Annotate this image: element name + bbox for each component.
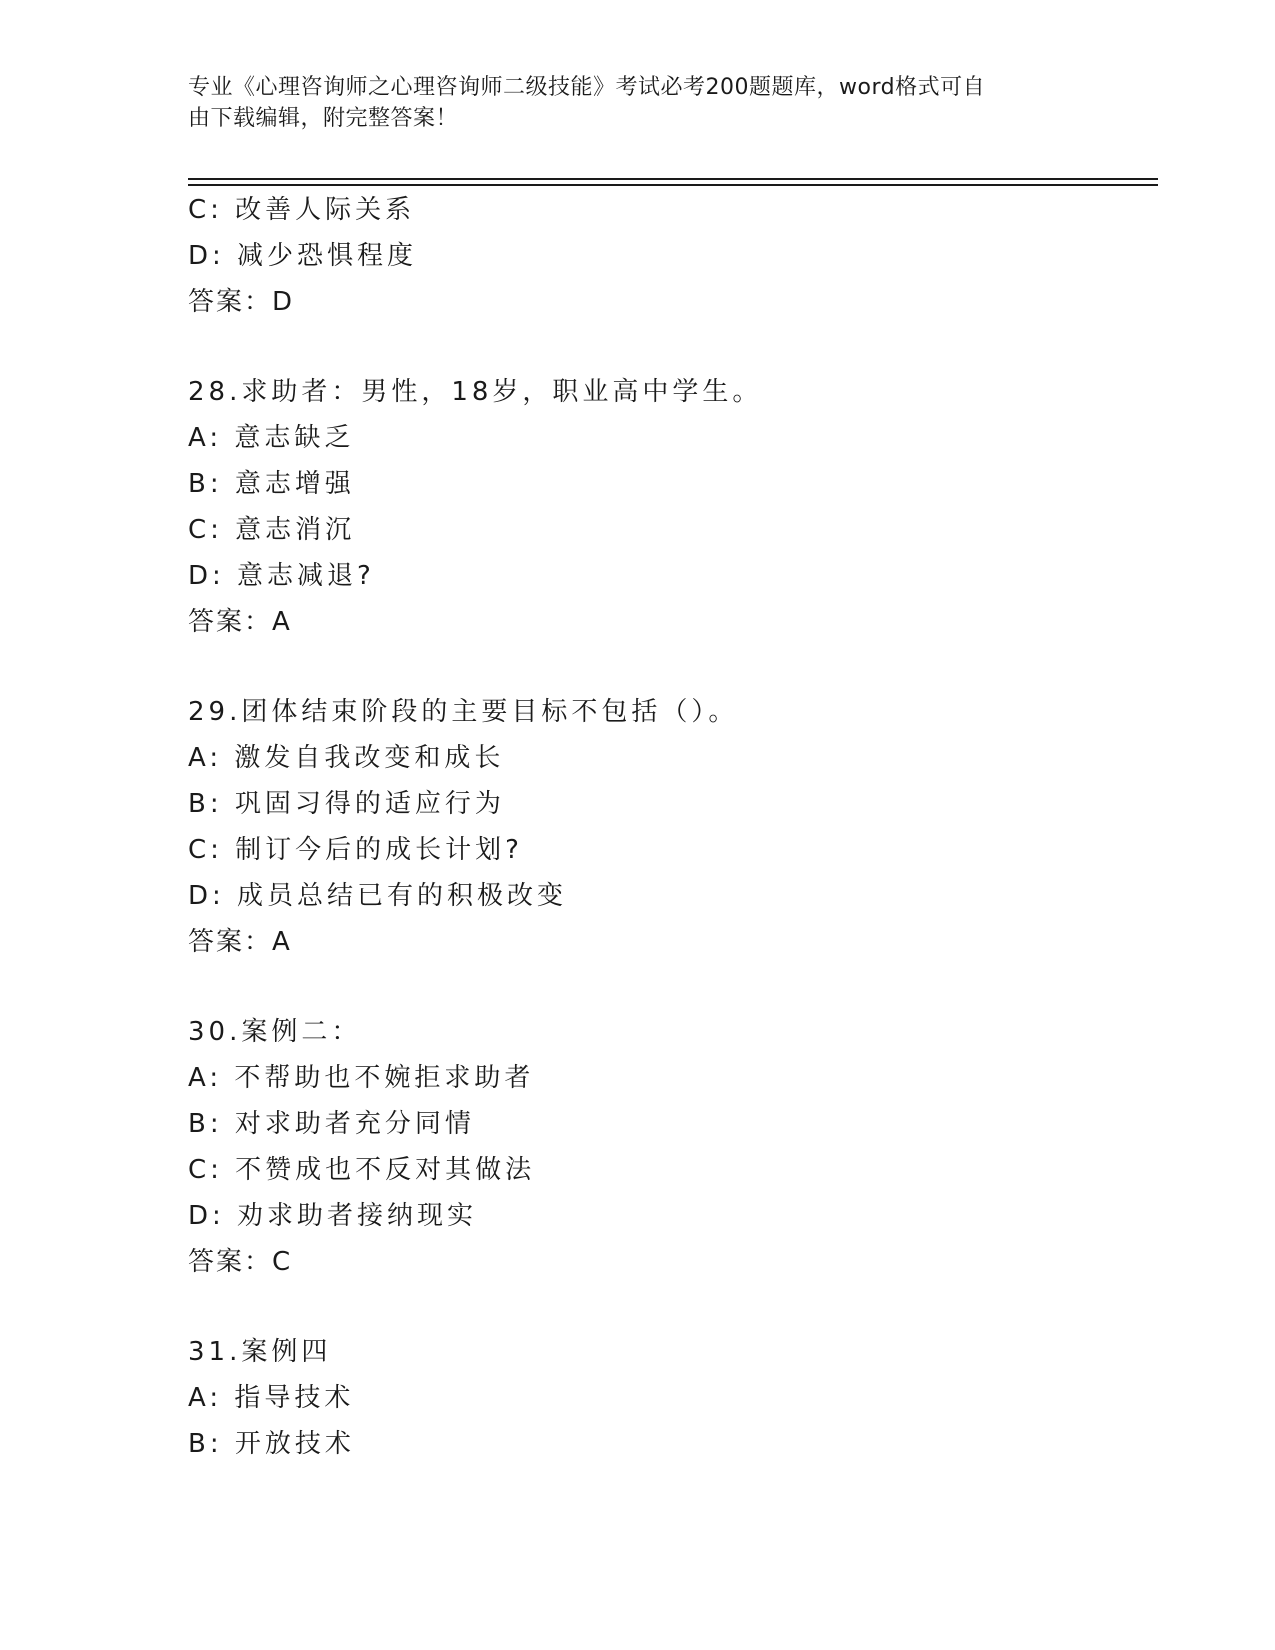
answer-text: 答案：C [188,1247,293,1277]
block-spacer [188,965,1148,1009]
option-text: C: 意志消沉 [188,515,356,545]
answer-text: 答案：A [188,607,292,637]
question-block [188,1009,1148,1285]
question-block [188,187,1148,325]
header-line-2: 由下载编辑，附完整答案！ [188,106,459,131]
option-text: C: 不赞成也不反对其做法 [188,1155,536,1185]
header-divider-bottom [188,184,1158,186]
option-text: B: 意志增强 [188,469,355,499]
option-text: C: 改善人际关系 [188,195,416,225]
option-text: B: 巩固习得的适应行为 [188,789,505,819]
option-text: B: 对求助者充分同情 [188,1109,475,1139]
option-text: B: 开放技术 [188,1429,355,1459]
question-text: 28.求助者：男性，18岁，职业高中学生。 [188,377,763,407]
header-divider-top [188,178,1158,180]
header-line-1: 专业《心理咨询师之心理咨询师二级技能》考试必考200题题库，word格式可自 [188,75,986,100]
option-text: D: 减少恐惧程度 [188,241,418,271]
option-text: A: 不帮助也不婉拒求助者 [188,1063,535,1093]
document-header [188,72,1068,134]
option-text: A: 意志缺乏 [188,423,355,453]
option-text: A: 指导技术 [188,1383,355,1413]
answer-text: 答案：A [188,927,292,957]
block-spacer [188,645,1148,689]
question-text: 29.团体结束阶段的主要目标不包括（）。 [188,697,739,727]
answer-text: 答案：D [188,287,295,317]
option-text: C: 制订今后的成长计划? [188,835,523,865]
question-block [188,689,1148,965]
question-text: 30.案例二： [188,1017,362,1047]
option-text: D: 劝求助者接纳现实 [188,1201,478,1231]
block-spacer [188,1285,1148,1329]
question-block [188,369,1148,645]
question-block [188,1329,1148,1467]
option-text: D: 成员总结已有的积极改变 [188,881,568,911]
question-list [188,187,1148,1467]
option-text: A: 激发自我改变和成长 [188,743,505,773]
block-spacer [188,325,1148,369]
option-text: D: 意志减退? [188,561,375,591]
question-text: 31.案例四 [188,1337,332,1367]
